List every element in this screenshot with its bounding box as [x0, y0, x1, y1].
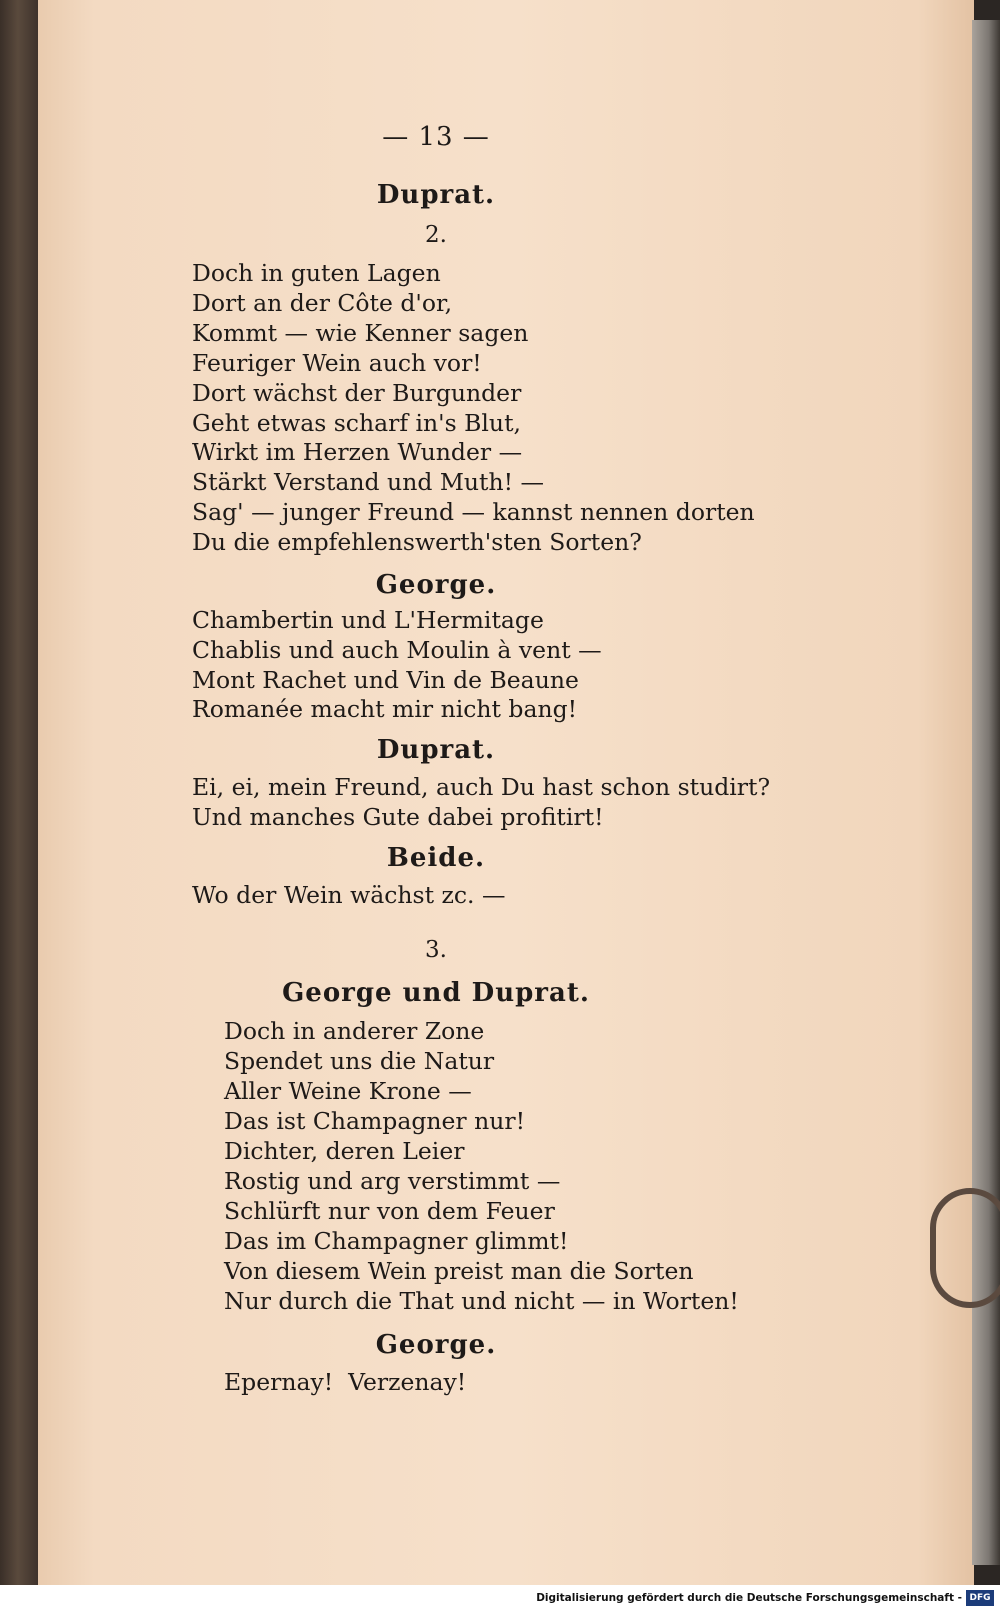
- page-number: — 13 —: [382, 122, 490, 152]
- verse-line: Dort wächst der Burgunder: [192, 379, 522, 407]
- verse-line: Romanée macht mir nicht bang!: [192, 695, 578, 723]
- verse-line: Dichter, deren Leier: [224, 1137, 465, 1165]
- verse-line: Mont Rachet und Vin de Beaune: [192, 666, 579, 694]
- speaker-heading: Duprat.: [376, 180, 496, 210]
- verse-line: Chablis und auch Moulin à vent —: [192, 636, 602, 664]
- verse-line: Wo der Wein wächst zc. —: [192, 881, 506, 909]
- verse-line: Nur durch die That und nicht — in Worten!: [224, 1287, 739, 1315]
- verse-line: Epernay! Verzenay!: [224, 1368, 467, 1396]
- verse-line: Von diesem Wein preist man die Sorten: [224, 1257, 694, 1285]
- verse-line: Geht etwas scharf in's Blut,: [192, 409, 521, 437]
- page-edge: [972, 20, 1000, 1565]
- dfg-logo: DFG: [966, 1590, 994, 1606]
- speaker-heading: George.: [375, 1330, 497, 1360]
- footer-credit: Digitalisierung gefördert durch die Deutsche Forschungsgemeinschaft -: [536, 1592, 962, 1604]
- verse-line: Das ist Champagner nur!: [224, 1107, 526, 1135]
- verse-line: Feuriger Wein auch vor!: [192, 349, 482, 377]
- verse-line: Doch in anderer Zone: [224, 1017, 485, 1045]
- speaker-heading: Duprat.: [376, 735, 496, 765]
- verse-number: 2.: [425, 222, 447, 248]
- digitization-footer: [0, 1585, 1000, 1614]
- verse-line: Rostig und arg verstimmt —: [224, 1167, 561, 1195]
- verse-line: Stärkt Verstand und Muth! —: [192, 468, 545, 496]
- verse-line: Und manches Gute dabei profitirt!: [192, 803, 604, 831]
- verse-line: Wirkt im Herzen Wunder —: [192, 438, 523, 466]
- verse-line: Ei, ei, mein Freund, auch Du hast schon studirt?: [192, 773, 771, 801]
- verse-line: Chambertin und L'Hermitage: [192, 606, 544, 634]
- speaker-heading: George.: [375, 570, 497, 600]
- speaker-heading: George und Duprat.: [282, 978, 590, 1008]
- verse-line: Spendet uns die Natur: [224, 1047, 495, 1075]
- page-clip: [930, 1188, 1000, 1308]
- verse-line: Schlürft nur von dem Feuer: [224, 1197, 555, 1225]
- verse-line: Aller Weine Krone —: [224, 1077, 472, 1105]
- verse-line: Du die empfehlenswerth'sten Sorten?: [192, 528, 642, 556]
- verse-line: Das im Champagner glimmt!: [224, 1227, 569, 1255]
- verse-number: 3.: [425, 937, 447, 963]
- verse-line: Sag' — junger Freund — kannst nennen dorten: [192, 498, 755, 526]
- verse-line: Doch in guten Lagen: [192, 259, 441, 287]
- verse-line: Dort an der Côte d'or,: [192, 289, 453, 317]
- speaker-heading: Beide.: [386, 843, 486, 873]
- verse-line: Kommt — wie Kenner sagen: [192, 319, 529, 347]
